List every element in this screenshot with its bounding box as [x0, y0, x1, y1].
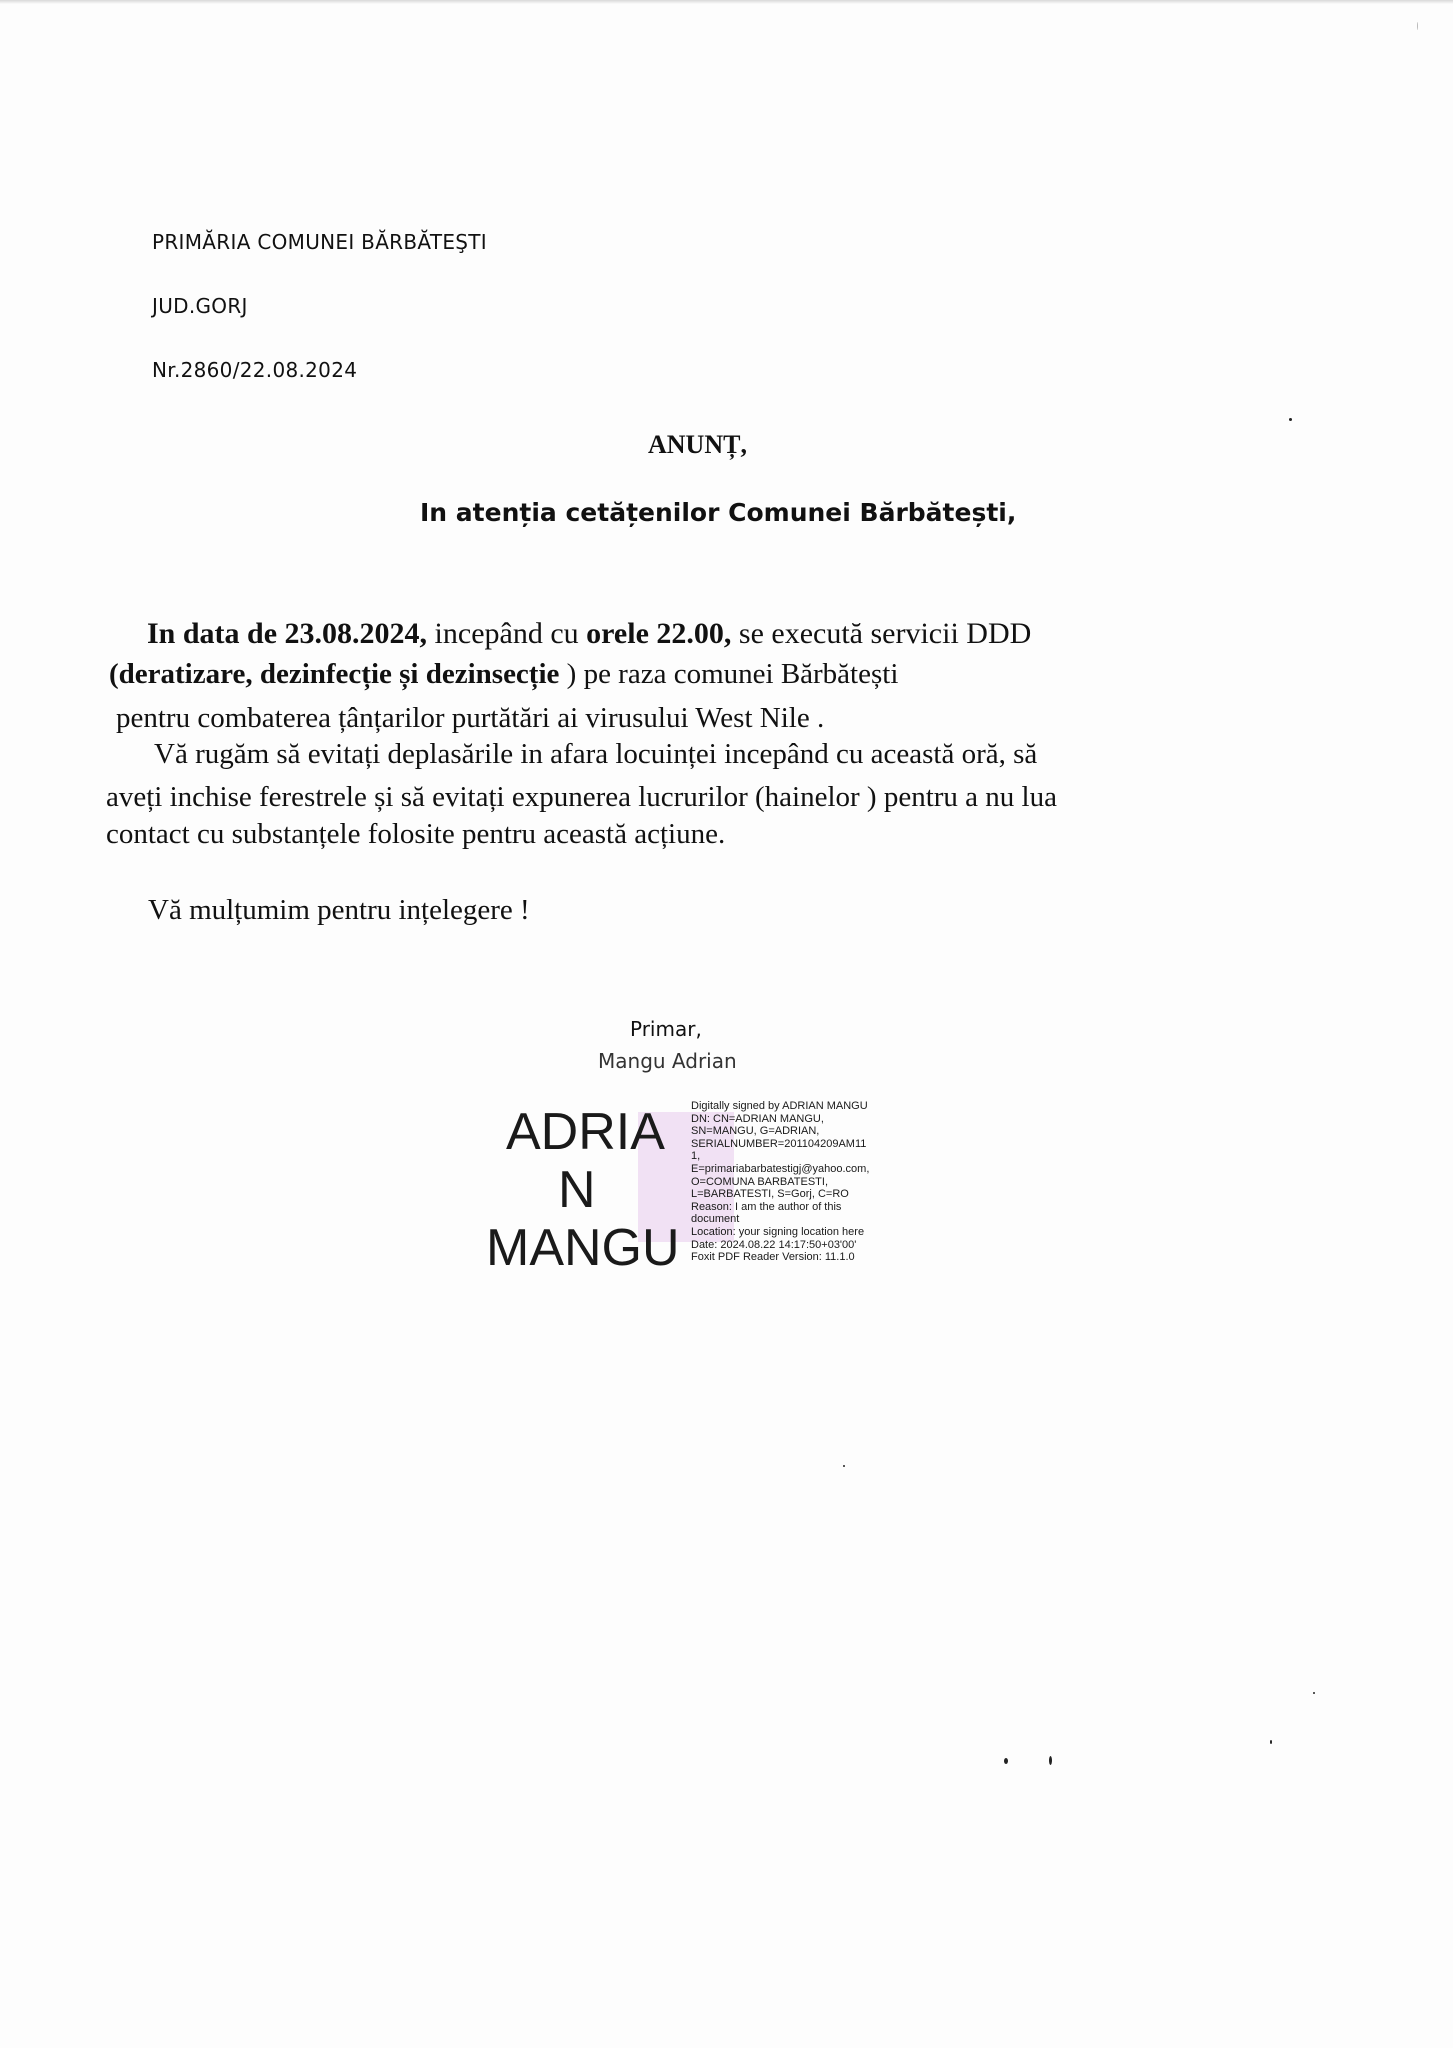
body-text: incepând cu — [427, 617, 587, 650]
announcement-subtitle: In atenția cetățenilor Comunei Bărbătești, — [420, 498, 1017, 527]
signature-detail-line: document — [691, 1213, 740, 1226]
signature-detail-line: Foxit PDF Reader Version: 11.1.0 — [691, 1251, 855, 1264]
body-text: se execută servicii DDD — [731, 617, 1032, 650]
signature-detail-line: Reason: I am the author of this — [691, 1200, 842, 1213]
signature-detail-line: Date: 2024.08.22 14:17:50+03'00' — [691, 1238, 857, 1251]
signature-detail-line: Digitally signed by ADRIAN MANGU — [691, 1100, 868, 1112]
body-text: ) pe raza comunei Bărbătești — [559, 658, 899, 690]
signature-detail-line: SERIALNUMBER=201104209AM11 — [691, 1137, 867, 1150]
scan-speck — [843, 1465, 845, 1467]
scan-speck — [1313, 1692, 1315, 1694]
signature-stamp-line: N — [558, 1161, 596, 1219]
announcement-title: ANUNȚ, — [648, 430, 747, 459]
signature-detail-line: DN: CN=ADRIAN MANGU, — [691, 1112, 824, 1125]
body-line: Vă rugăm să evitați deplasările in afara locuinței incepând cu această oră, să — [154, 738, 1038, 770]
services-text: (deratizare, dezinfecție și dezinsecție — [109, 658, 560, 690]
signature-detail-line: L=BARBATESTI, S=Gorj, C=RO — [691, 1188, 849, 1201]
scan-speck — [1289, 418, 1292, 421]
signatory-name: Mangu Adrian — [598, 1049, 737, 1073]
digital-signature — [480, 1096, 900, 1286]
scan-speck — [1417, 22, 1418, 30]
scan-edge — [0, 0, 1453, 4]
date-text: In data de 23.08.2024, — [147, 617, 428, 650]
closing-line: Vă mulțumim pentru ințelegere ! — [148, 894, 530, 926]
signature-detail-line: SN=MANGU, G=ADRIAN, — [691, 1125, 820, 1138]
signature-detail-line: O=COMUNA BARBATESTI, — [691, 1175, 829, 1188]
hour-text: orele 22.00, — [586, 617, 732, 650]
body-line — [147, 619, 1031, 649]
institution-name: PRIMĂRIA COMUNEI BĂRBĂTEŞTI — [152, 230, 487, 254]
body-line: contact cu substanțele folosite pentru această acțiune. — [106, 818, 726, 850]
signature-stamp-line: ADRIA — [506, 1103, 665, 1161]
county-name: JUD.GORJ — [152, 294, 248, 318]
body-line — [109, 660, 898, 689]
signature-stamp-line: MANGU — [486, 1219, 680, 1277]
signature-detail-line: Location: your signing location here — [691, 1225, 865, 1238]
body-line: pentru combaterea țânțarilor purtătări ai virusului West Nile . — [116, 702, 825, 734]
signature-detail-line: E=primariabarbatestigj@yahoo.com, — [691, 1162, 870, 1175]
scan-speck — [1004, 1758, 1008, 1764]
signatory-role: Primar, — [630, 1017, 702, 1041]
scan-speck — [1049, 1756, 1052, 1765]
body-line: aveți inchise ferestrele și să evitați expunerea lucrurilor (hainelor ) pentru a nu lua — [106, 781, 1057, 813]
scan-speck — [1270, 1740, 1272, 1744]
registration-number: Nr.2860/22.08.2024 — [152, 358, 358, 382]
signature-detail-line: 1, — [691, 1150, 701, 1163]
signature-details — [691, 1100, 901, 1264]
